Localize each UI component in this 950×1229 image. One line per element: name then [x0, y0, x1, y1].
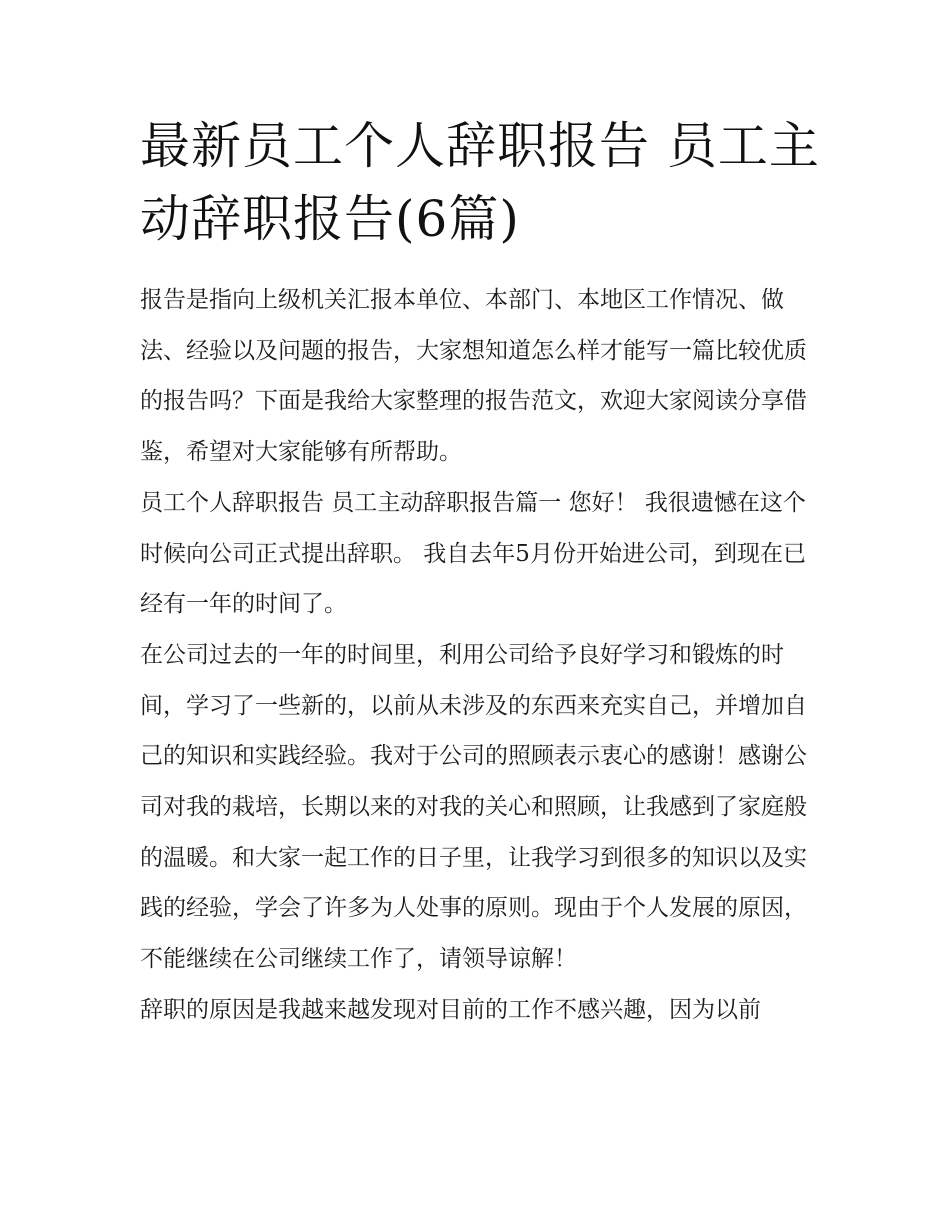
paragraph-reason: 辞职的原因是我越来越发现对目前的工作不感兴趣，因为以前	[140, 996, 761, 1023]
document-title: 最新员工个人辞职报告 员工主动辞职报告(6篇)	[140, 117, 820, 248]
paragraph-intro: 报告是指向上级机关汇报本单位、本部门、本地区工作情况、做法、经验以及问题的报告，大家想知道怎么样才能写一篇比较优质的报告吗？下面是我给大家整理的报告范文，欢迎大家阅读分享借鉴，希望对大家能够有所帮助。	[140, 287, 807, 466]
paragraph-gratitude: 在公司过去的一年的时间里，利用公司给予良好学习和锻炼的时间，学习了一些新的，以前从未涉及的东西来充实自己，并增加自己的知识和实践经验。我对于公司的照顾表示衷心的感谢！感谢公司对我的栽培，长期以来的对我的关心和照顾，让我感到了家庭般的温暖。和大家一起工作的日子里，让我学习到很多的知识以及实践的经验，学会了许多为人处事的原则。现由于个人发展的原因，不能继续在公司继续工作了，请领导谅解！	[140, 641, 807, 973]
document-body	[140, 275, 820, 1036]
paragraph-opening: 员工个人辞职报告 员工主动辞职报告篇一 您好！ 我很遗憾在这个时候向公司正式提出辞职。 我自去年5月份开始进公司，到现在已经有一年的时间了。	[140, 489, 806, 618]
